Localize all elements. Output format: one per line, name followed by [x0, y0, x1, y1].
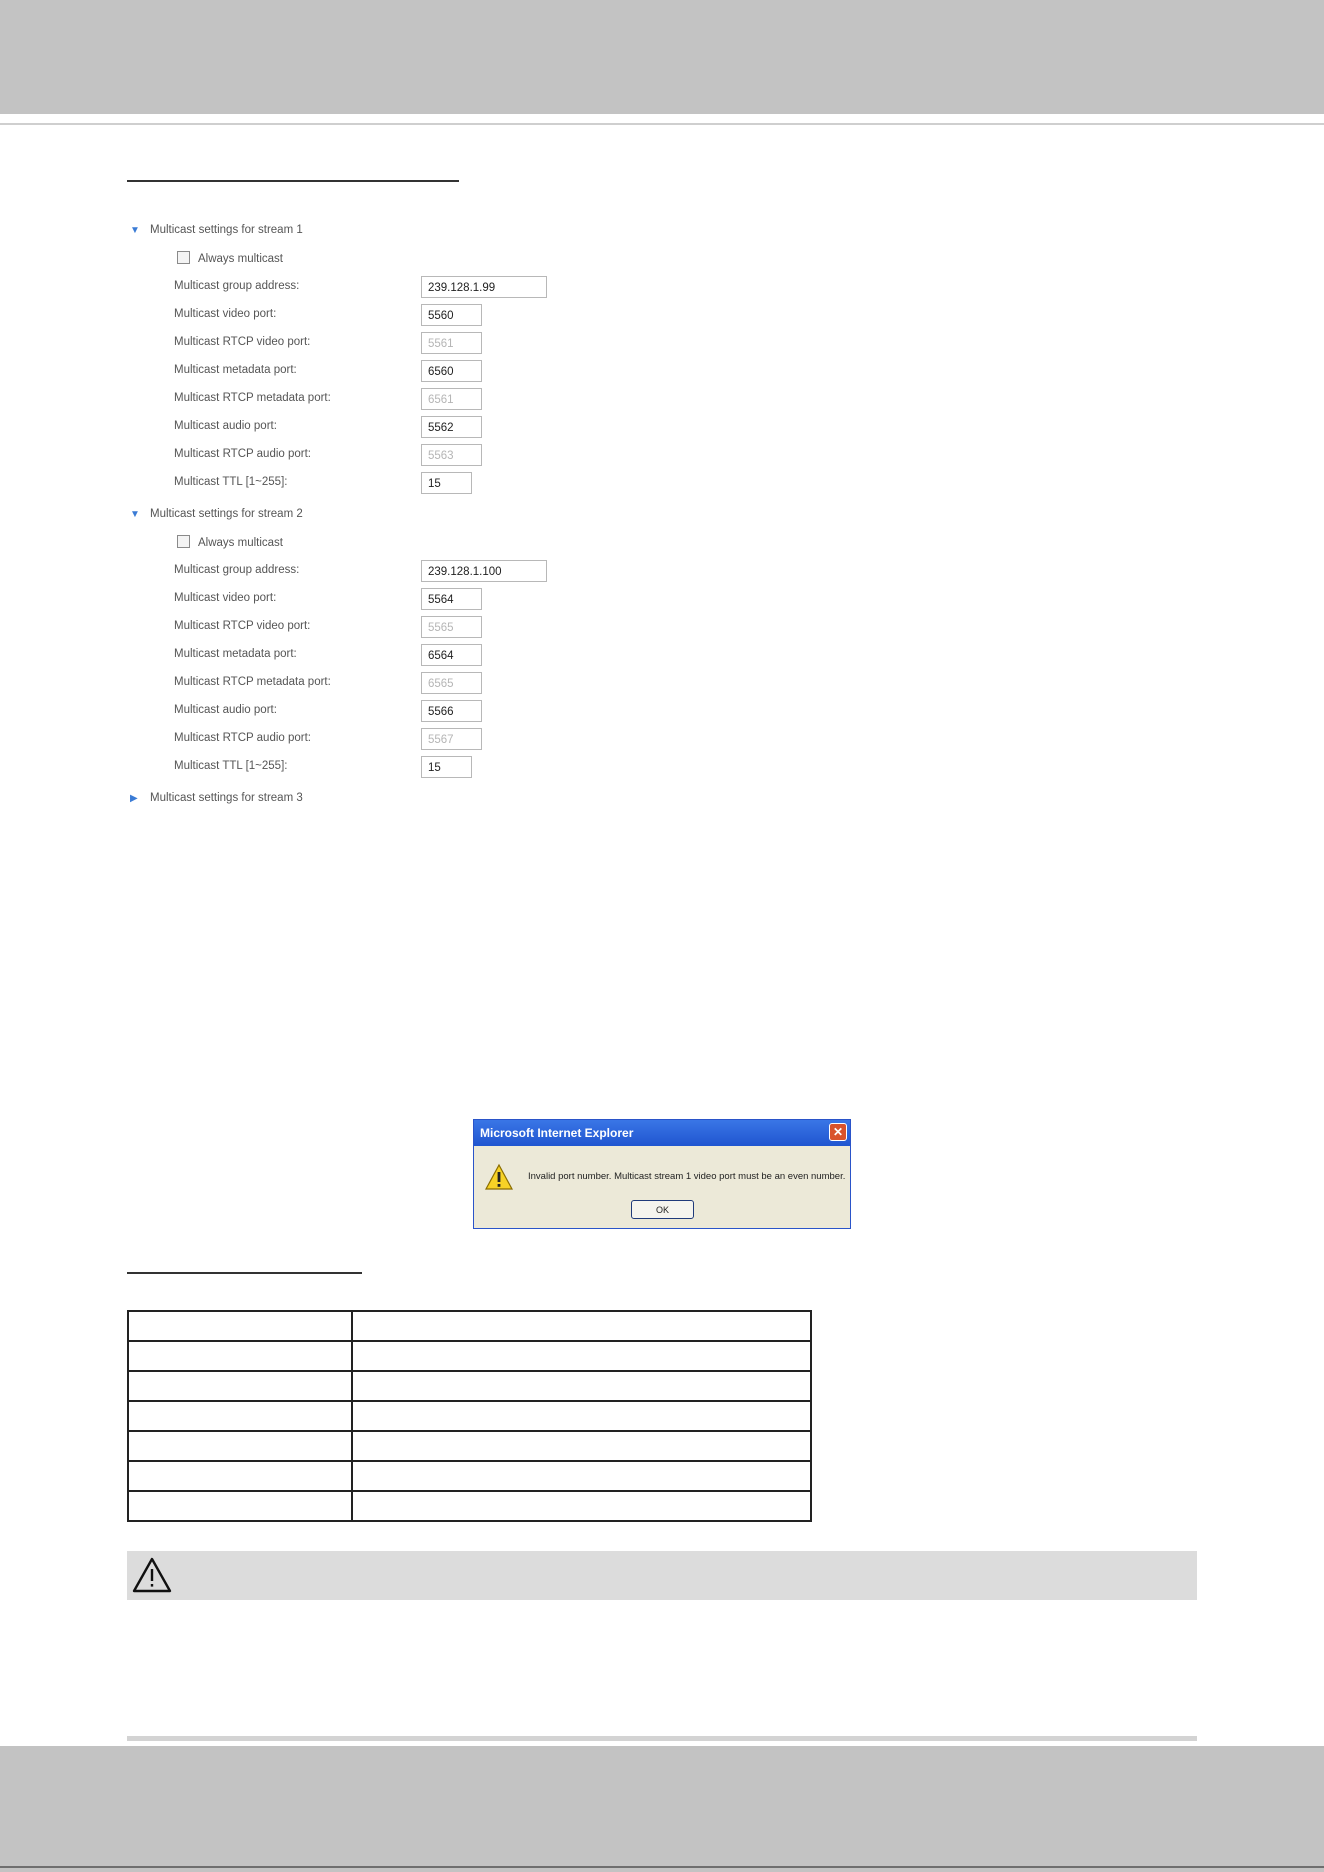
field-label: Multicast RTCP video port:: [174, 620, 311, 632]
stream-2-metadata-port-input[interactable]: 6564: [421, 644, 482, 666]
field-label: Multicast RTCP metadata port:: [174, 392, 331, 404]
stream-2-metadata-port-row: [174, 644, 594, 668]
stream-2-rtcp-video-port-row: [174, 616, 594, 640]
stream-2-always-multicast[interactable]: [177, 535, 283, 549]
stream-1-rtcp-metadata-port-input: 6561: [421, 388, 482, 410]
always-multicast-label: Always multicast: [198, 253, 283, 265]
close-icon[interactable]: ✕: [829, 1123, 847, 1141]
warning-icon: [484, 1163, 514, 1191]
always-multicast-label: Always multicast: [198, 537, 283, 549]
stream-1-metadata-port-input[interactable]: 6560: [421, 360, 482, 382]
table-cell: [128, 1401, 352, 1431]
table-cell: [128, 1431, 352, 1461]
stream-2-rtcp-video-port-input: 5565: [421, 616, 482, 638]
page-header-band: [0, 0, 1324, 114]
field-label: Multicast RTCP audio port:: [174, 448, 311, 460]
table-row: [128, 1431, 811, 1461]
field-label: Multicast metadata port:: [174, 364, 297, 376]
field-label: Multicast group address:: [174, 280, 300, 292]
page-footer-line: [0, 1866, 1324, 1868]
dialog-title-bar: [474, 1120, 850, 1146]
field-label: Multicast RTCP audio port:: [174, 732, 311, 744]
table-cell: [352, 1371, 811, 1401]
stream-1-rtcp-video-port-row: [174, 332, 594, 356]
stream-1-always-multicast[interactable]: [177, 251, 283, 265]
checkbox-icon[interactable]: [177, 535, 190, 548]
stream-1-video-port-input[interactable]: 5560: [421, 304, 482, 326]
stream-1-rtcp-audio-port-row: [174, 444, 594, 468]
table-row: [128, 1491, 811, 1521]
field-label: Multicast video port:: [174, 592, 277, 604]
note-bar: [127, 1551, 1197, 1600]
stream-2-header[interactable]: [130, 508, 303, 520]
table-cell: [128, 1371, 352, 1401]
section-heading-underline-1: [127, 180, 459, 182]
table-row: [128, 1371, 811, 1401]
stream-2-rtcp-audio-port-input: 5567: [421, 728, 482, 750]
table-cell: [352, 1311, 811, 1341]
table-row: [128, 1311, 811, 1341]
table-cell: [352, 1491, 811, 1521]
page-footer-rule: [127, 1736, 1197, 1741]
table-row: [128, 1461, 811, 1491]
ok-button[interactable]: OK: [631, 1200, 694, 1219]
stream-1-group-address-input[interactable]: 239.128.1.99: [421, 276, 547, 298]
stream-1-metadata-port-row: [174, 360, 594, 384]
stream-2-ttl-row: [174, 756, 594, 780]
field-label: Multicast audio port:: [174, 704, 277, 716]
stream-3-header[interactable]: [130, 792, 303, 804]
stream-1-rtcp-metadata-port-row: [174, 388, 594, 412]
field-label: Multicast video port:: [174, 308, 277, 320]
section-heading-underline-2: [127, 1272, 362, 1274]
table-row: [128, 1401, 811, 1431]
field-label: Multicast TTL [1~255]:: [174, 476, 288, 488]
stream-2-group-address-row: [174, 560, 594, 584]
table-cell: [352, 1461, 811, 1491]
table-cell: [128, 1491, 352, 1521]
page-header-rule: [0, 123, 1324, 125]
dialog-message: Invalid port number. Multicast stream 1 video port must be an even number.: [528, 1171, 846, 1182]
field-label: Multicast metadata port:: [174, 648, 297, 660]
table-cell: [128, 1311, 352, 1341]
triangle-right-icon: ▶: [130, 793, 138, 804]
stream-3-header-label: Multicast settings for stream 3: [150, 792, 303, 804]
field-label: Multicast RTCP metadata port:: [174, 676, 331, 688]
warning-outline-icon: [131, 1556, 173, 1594]
stream-2-rtcp-metadata-port-input: 6565: [421, 672, 482, 694]
stream-2-rtcp-metadata-port-row: [174, 672, 594, 696]
error-dialog: [473, 1119, 851, 1229]
table-cell: [352, 1431, 811, 1461]
checkbox-icon[interactable]: [177, 251, 190, 264]
stream-2-audio-port-row: [174, 700, 594, 724]
chevron-down-icon: ▼: [130, 225, 140, 236]
field-label: Multicast audio port:: [174, 420, 277, 432]
stream-1-audio-port-input[interactable]: 5562: [421, 416, 482, 438]
stream-1-rtcp-video-port-input: 5561: [421, 332, 482, 354]
stream-1-rtcp-audio-port-input: 5563: [421, 444, 482, 466]
stream-2-rtcp-audio-port-row: [174, 728, 594, 752]
stream-2-video-port-input[interactable]: 5564: [421, 588, 482, 610]
table-cell: [352, 1341, 811, 1371]
table-row: [128, 1341, 811, 1371]
stream-2-video-port-row: [174, 588, 594, 612]
stream-1-audio-port-row: [174, 416, 594, 440]
page-footer-band: [0, 1746, 1324, 1872]
table-cell: [128, 1461, 352, 1491]
stream-2-group-address-input[interactable]: 239.128.1.100: [421, 560, 547, 582]
stream-1-header[interactable]: [130, 224, 303, 236]
field-label: Multicast group address:: [174, 564, 300, 576]
dialog-title: Microsoft Internet Explorer: [480, 1126, 634, 1140]
stream-1-ttl-row: [174, 472, 594, 496]
stream-2-ttl-input[interactable]: 15: [421, 756, 472, 778]
table-cell: [128, 1341, 352, 1371]
stream-1-video-port-row: [174, 304, 594, 328]
stream-1-header-label: Multicast settings for stream 1: [150, 224, 303, 236]
field-label: Multicast RTCP video port:: [174, 336, 311, 348]
stream-2-header-label: Multicast settings for stream 2: [150, 508, 303, 520]
stream-1-group-address-row: [174, 276, 594, 300]
table-cell: [352, 1401, 811, 1431]
info-table: [127, 1310, 812, 1522]
chevron-down-icon: ▼: [130, 509, 140, 520]
field-label: Multicast TTL [1~255]:: [174, 760, 288, 772]
stream-2-audio-port-input[interactable]: 5566: [421, 700, 482, 722]
stream-1-ttl-input[interactable]: 15: [421, 472, 472, 494]
